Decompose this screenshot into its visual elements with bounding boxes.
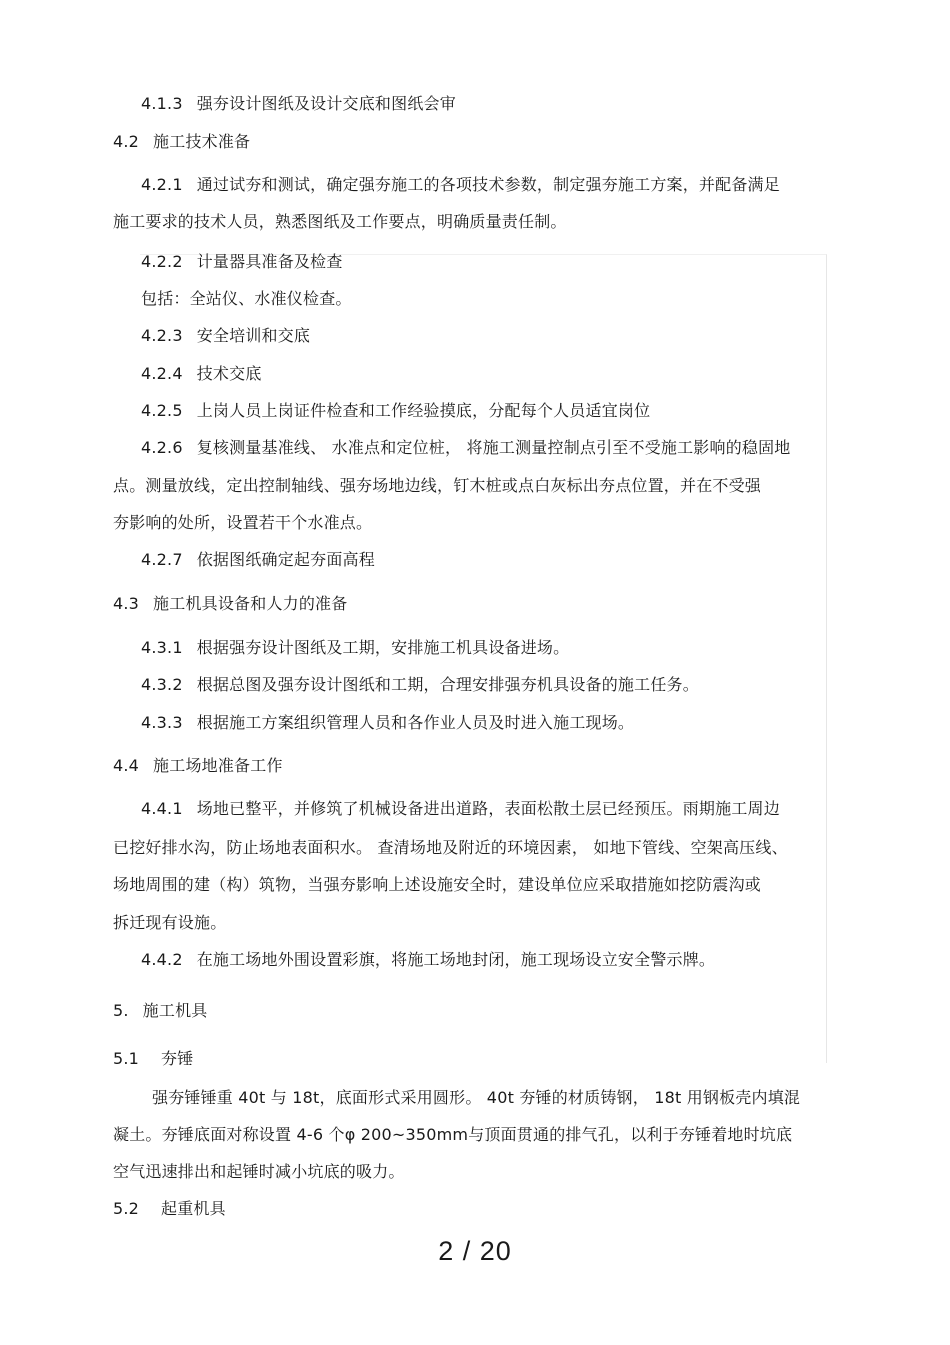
heading-4-1-3	[141, 94, 456, 114]
section-number: 4.2.1	[141, 175, 183, 194]
section-number: 4.4	[113, 756, 140, 775]
paragraph-line	[141, 289, 352, 309]
line-text: 依据图纸确定起夯面高程	[196, 550, 375, 569]
section-number: 4.3.1	[141, 638, 183, 657]
section-number: 4.3	[113, 594, 140, 613]
line-text: 上岗人员上岗证件检查和工作经验摸底，分配每个人员适宜岗位	[196, 401, 651, 420]
line-text: 场地周围的建（构）筑物，当强夯影响上述设施安全时，建设单位应采取措施如挖防震沟或	[113, 875, 762, 894]
line-text: 夯影响的处所，设置若干个水准点。	[113, 513, 373, 532]
line-text: 技术交底	[196, 364, 262, 383]
line-text: 场地已整平，并修筑了机械设备进出道路，表面松散土层已经预压。雨期施工周边	[196, 799, 780, 818]
paragraph-4-4-1	[141, 799, 780, 819]
section-number: 5.1	[113, 1049, 140, 1068]
paragraph-4-2-4	[141, 364, 262, 384]
line-text: 已挖好排水沟，防止场地表面积水。 查清场地及附近的环境因素， 如地下管线、空架高压线、	[113, 838, 788, 857]
line-text: 通过试夯和测试，确定强夯施工的各项技术参数，制定强夯施工方案，并配备满足	[196, 175, 780, 194]
section-number: 4.3.3	[141, 713, 183, 732]
paragraph-4-2-3	[141, 326, 310, 346]
line-text: 起重机具	[161, 1199, 226, 1218]
heading-4-3	[113, 594, 347, 614]
section-number: 4.2.7	[141, 550, 183, 569]
paragraph-4-3-3	[141, 713, 634, 733]
section-number: 4.2	[113, 132, 140, 151]
paragraph-line	[113, 476, 761, 496]
paragraph-4-2-7	[141, 550, 375, 570]
section-number: 4.2.3	[141, 326, 183, 345]
line-text: 施工场地准备工作	[153, 756, 283, 775]
line-text: 根据施工方案组织管理人员和各作业人员及时进入施工现场。	[196, 713, 635, 732]
heading-4-2	[113, 132, 250, 152]
section-number: 5.	[113, 1001, 129, 1020]
line-text: 根据强夯设计图纸及工期，安排施工机具设备进场。	[196, 638, 570, 657]
line-text: 施工机具	[142, 1001, 208, 1020]
heading-5	[113, 1001, 207, 1021]
paragraph-line	[113, 212, 567, 232]
line-text: 强夯设计图纸及设计交底和图纸会审	[196, 94, 456, 113]
heading-5-1	[113, 1049, 193, 1069]
paragraph-4-3-2	[141, 675, 699, 695]
line-text: 施工技术准备	[153, 132, 251, 151]
section-number: 4.4.2	[141, 950, 183, 969]
paragraph-line	[113, 513, 372, 533]
paragraph-4-2-5	[141, 401, 650, 421]
line-text: 空气迅速排出和起锤时减小坑底的吸力。	[113, 1162, 405, 1181]
paragraph-line	[113, 1125, 792, 1145]
line-text: 拆迁现有设施。	[113, 913, 227, 932]
paragraph-4-4-2	[141, 950, 715, 970]
paragraph-5-1	[152, 1088, 800, 1108]
paragraph-4-3-1	[141, 638, 569, 658]
line-text: 强夯锤锤重 40t 与 18t，底面形式采用圆形。 40t 夯锤的材质铸钢， 18t 用钢板壳内填混	[152, 1088, 801, 1107]
line-text: 凝土。夯锤底面对称设置 4-6 个φ 200~350mm与顶面贯通的排气孔，以利于夯锤着地时坑底	[113, 1125, 793, 1144]
section-number: 4.2.4	[141, 364, 183, 383]
section-number: 4.2.2	[141, 252, 183, 271]
line-text: 施工机具设备和人力的准备	[153, 594, 348, 613]
line-text: 复核测量基准线、 水准点和定位桩， 将施工测量控制点引至不受施工影响的稳固地	[196, 438, 791, 457]
line-text: 计量器具准备及检查	[196, 252, 343, 271]
line-text: 施工要求的技术人员，熟悉图纸及工作要点，明确质量责任制。	[113, 212, 567, 231]
page-number: 2 / 20	[438, 1236, 512, 1266]
section-number: 4.1.3	[141, 94, 183, 113]
section-number: 4.3.2	[141, 675, 183, 694]
paragraph-4-2-1	[141, 175, 780, 195]
paragraph-4-2-2	[141, 252, 343, 272]
paragraph-line	[113, 838, 788, 858]
section-number: 4.2.5	[141, 401, 183, 420]
section-number: 4.4.1	[141, 799, 183, 818]
heading-5-2	[113, 1199, 226, 1219]
section-number: 4.2.6	[141, 438, 183, 457]
paragraph-line	[113, 913, 226, 933]
line-text: 夯锤	[161, 1049, 194, 1068]
paragraph-4-2-6	[141, 438, 791, 458]
line-text: 根据总图及强夯设计图纸和工期，合理安排强夯机具设备的施工任务。	[196, 675, 699, 694]
line-text: 在施工场地外围设置彩旗，将施工场地封闭，施工现场设立安全警示牌。	[196, 950, 716, 969]
heading-4-4	[113, 756, 283, 776]
paragraph-line	[113, 875, 761, 895]
paragraph-line	[113, 1162, 405, 1182]
line-text: 安全培训和交底	[196, 326, 311, 345]
section-number: 5.2	[113, 1199, 140, 1218]
line-text: 点。测量放线，定出控制轴线、强夯场地边线，钉木桩或点白灰标出夯点位置，并在不受强	[113, 476, 762, 495]
line-text: 包括：全站仪、水准仪检查。	[141, 289, 352, 308]
